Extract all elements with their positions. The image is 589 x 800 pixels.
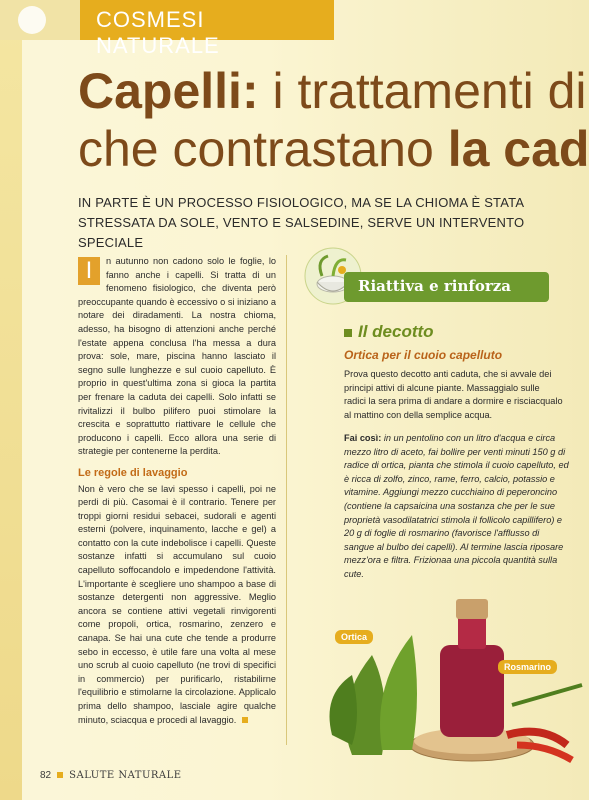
headline-bold-word: Capelli:	[78, 63, 259, 119]
decotto-intro-text: Prova questo decotto anti caduta, che si avvale dei principi attivi di alcune piante. Massaggialo sulle radici la sera prima di andare a dormire e risciacqualo al mattino con della semplice acqua.	[344, 369, 563, 420]
howto-paragraph	[344, 432, 569, 582]
left-decorative-strip	[0, 0, 22, 800]
howto-text: in un pentolino con un litro d'acqua e circa mezzo litro di aceto, fai bollire per venti minuti 150 g di radice di ortica, pianta che stimola il cuoio capelluto, ed è ricca di zolfo, zinco, rame, ferro, calcio, potassio e vitamine. Aggiungi mezzo cucchiaino di peperoncino (contiene la capsaicina una sostanza che per le sue proprietà vasodilatatrici stimola il follicolo capillifero) e 20 g di foglie di rosmarino (favorisce l'afflusso di sangue al bulbo dei capelli). Al termine lascia riposare mezz'ora e filtra. Frizionaa una piccola quantità sulla cute.	[344, 433, 569, 579]
body-paragraph	[78, 483, 276, 728]
headline-line-1	[78, 62, 587, 120]
end-mark-icon	[242, 717, 248, 723]
box-title-banner	[344, 272, 549, 302]
bullet-square-icon	[344, 329, 352, 337]
page-footer	[40, 770, 182, 781]
section-heading: Le regole di lavaggio	[78, 466, 188, 479]
box-title: Riattiva e rinforza	[358, 277, 511, 295]
section-band	[80, 0, 334, 58]
intro-paragraph: n autunno non cadono solo le foglie, lo fanno anche i capelli. Si tratta di un fenomeno fisiologico, che diventa però preoccupante quando è eccessivo o si iniziano a notare dei diradamenti. La nostra chioma, adesso, ha bisogno di attenzioni anche perché l'estate appena conclusa l'ha messa a dura prova: sole, mare, piscina hanno lasciato il segno sulle lunghezze e sul cuoio capelluto. È proprio in quest'ultima zona si gioca la partita per frenare la caduta dei capelli. Solo infatti se rivitalizzi il bulbo pilifero puoi stimolare la crescita e soprattutto riattivare le cellule che producono i capelli. Ecco allora una serie di strategie per contenerne la perdita.	[78, 256, 276, 457]
decotto-intro	[344, 368, 564, 422]
section-label: COSMESI NATURALE	[96, 7, 220, 58]
ortica-tag: Ortica	[335, 630, 373, 644]
footer-square-icon	[57, 772, 63, 778]
column-divider	[286, 255, 287, 745]
body-text: Non è vero che se lavi spesso i capelli, poi ne perdi di più. Casomai è il contrario. Tenere per troppi giorni residui sebacei, sudorali e agenti esterni (polvere, inquinamento, lacche e gel) a contatto con la cute indebolisce i capelli. Queste sostanze infatti si accumulano sul cuoio capelluto soffocandolo e impedendone l'attività. L'importante è scegliere uno shampoo a base di sostanze detergenti non aggressive. Meglio ancora se contiene attivi vegetali rinvigorenti come propoli, ortica, rosmarino, zenzero e canapa. Se hai una cute che tende a produrre sebo in eccesso, è utile fare una volta al mese uno scrub al cuoio capelluto (ne trovi di specifici in commercio) per purificarlo, ristabilirne l'equilibrio e stimolarne la circolazione. Applicalo prima dello shampoo, lasciale agire qualche minuto, sciacqua e procedi al lavaggio.	[78, 483, 276, 725]
drop-cap: I	[78, 257, 100, 285]
magazine-logo	[0, 0, 80, 40]
headline-line-2-bold: la cad	[447, 121, 589, 177]
howto-label: Fai così:	[344, 433, 382, 443]
rosmarino-tag: Rosmarino	[498, 660, 557, 674]
left-column	[78, 255, 276, 727]
decotto-heading-text: Il decotto	[358, 322, 434, 341]
decotto-subheading: Ortica per il cuoio capelluto	[344, 348, 503, 362]
headline-line-2	[78, 120, 589, 178]
decotto-heading	[344, 322, 434, 342]
magazine-name: SALUTE NATURALE	[69, 770, 182, 781]
logo-icon	[18, 6, 46, 34]
decoction-bottle-illustration	[312, 585, 589, 775]
headline-line-2-regular: che contrastano	[78, 121, 448, 177]
headline-line-1-rest: i trattamenti di	[258, 63, 587, 119]
page-number: 82	[40, 770, 52, 781]
subtitle: IN PARTE È UN PROCESSO FISIOLOGICO, MA SE LA CHIOMA È STATA STRESSATA DA SOLE, VENTO E SALSEDINE, SERVE UN INTERVENTO SPECIALE	[78, 195, 525, 250]
section-header	[0, 0, 589, 58]
